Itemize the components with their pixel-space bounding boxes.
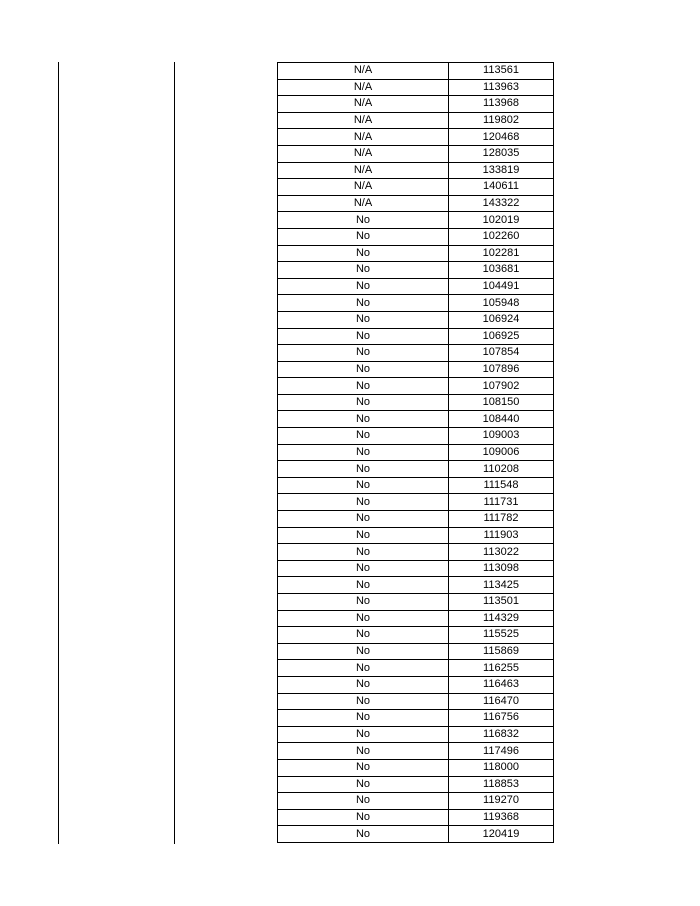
status-cell: No [278,461,449,478]
table-row [278,295,554,312]
id-cell: 113098 [449,560,554,577]
status-cell: No [278,511,449,528]
status-cell: No [278,311,449,328]
id-cell: 116756 [449,710,554,727]
id-cell: 118853 [449,776,554,793]
id-cell: 110208 [449,461,554,478]
id-cell: 116470 [449,693,554,710]
table-row [278,79,554,96]
table-row [278,560,554,577]
table-row [278,179,554,196]
id-cell: 108440 [449,411,554,428]
status-cell: N/A [278,79,449,96]
id-cell: 108150 [449,394,554,411]
id-cell: 143322 [449,195,554,212]
id-cell: 116255 [449,660,554,677]
table-row [278,660,554,677]
table-row [278,63,554,80]
table-row [278,262,554,279]
id-cell: 111731 [449,494,554,511]
id-cell: 120468 [449,129,554,146]
id-cell: 140611 [449,179,554,196]
status-cell: No [278,212,449,229]
table-row [278,228,554,245]
status-cell: No [278,444,449,461]
table-row [278,278,554,295]
status-cell: N/A [278,195,449,212]
table-row [278,643,554,660]
status-cell: No [278,378,449,395]
id-cell: 111782 [449,511,554,528]
status-cell: N/A [278,63,449,80]
id-cell: 107854 [449,345,554,362]
status-cell: No [278,411,449,428]
id-cell: 116832 [449,726,554,743]
table-row [278,577,554,594]
table-row [278,776,554,793]
table-row [278,378,554,395]
id-cell: 119802 [449,112,554,129]
id-cell: 106925 [449,328,554,345]
data-table [277,62,554,843]
status-cell: No [278,743,449,760]
id-cell: 133819 [449,162,554,179]
id-cell: 118000 [449,759,554,776]
status-cell: No [278,262,449,279]
status-cell: No [278,793,449,810]
table-row [278,394,554,411]
table-row [278,411,554,428]
status-cell: No [278,726,449,743]
table-row [278,444,554,461]
id-cell: 107902 [449,378,554,395]
id-cell: 114329 [449,610,554,627]
table-row [278,726,554,743]
status-cell: N/A [278,129,449,146]
table-row [278,195,554,212]
status-cell: No [278,710,449,727]
id-cell: 104491 [449,278,554,295]
status-cell: No [278,345,449,362]
status-cell: No [278,577,449,594]
table-row [278,544,554,561]
table-row [278,328,554,345]
table-row [278,361,554,378]
status-cell: N/A [278,145,449,162]
table-row [278,129,554,146]
table-row [278,826,554,843]
id-cell: 113968 [449,96,554,113]
status-cell: No [278,594,449,611]
table-row [278,594,554,611]
id-cell: 113425 [449,577,554,594]
table-row [278,428,554,445]
table-row [278,676,554,693]
table-row [278,145,554,162]
status-cell: No [278,477,449,494]
left-column-border [58,62,59,844]
status-cell: N/A [278,162,449,179]
id-cell: 115525 [449,627,554,644]
id-cell: 107896 [449,361,554,378]
status-cell: No [278,544,449,561]
id-cell: 116463 [449,676,554,693]
status-cell: No [278,527,449,544]
id-cell: 103681 [449,262,554,279]
status-cell: N/A [278,112,449,129]
status-cell: No [278,676,449,693]
middle-column-border [174,62,175,844]
status-cell: No [278,610,449,627]
status-cell: No [278,428,449,445]
id-cell: 115869 [449,643,554,660]
id-cell: 117496 [449,743,554,760]
table-row [278,345,554,362]
id-cell: 128035 [449,145,554,162]
table-row [278,494,554,511]
table-row [278,96,554,113]
id-cell: 111548 [449,477,554,494]
status-cell: No [278,627,449,644]
table-row [278,245,554,262]
table-row [278,477,554,494]
status-cell: No [278,809,449,826]
id-cell: 105948 [449,295,554,312]
id-cell: 113963 [449,79,554,96]
id-cell: 102019 [449,212,554,229]
table-row [278,511,554,528]
id-cell: 113561 [449,63,554,80]
table-row [278,693,554,710]
table-body [278,63,554,843]
status-cell: No [278,560,449,577]
status-cell: No [278,759,449,776]
status-cell: No [278,494,449,511]
status-cell: No [278,245,449,262]
id-cell: 106924 [449,311,554,328]
id-cell: 113022 [449,544,554,561]
status-cell: No [278,776,449,793]
status-cell: No [278,278,449,295]
id-cell: 111903 [449,527,554,544]
status-cell: No [278,228,449,245]
status-cell: No [278,394,449,411]
status-cell: No [278,361,449,378]
status-cell: N/A [278,179,449,196]
table-row [278,162,554,179]
table-row [278,809,554,826]
id-cell: 120419 [449,826,554,843]
id-cell: 109003 [449,428,554,445]
status-cell: No [278,295,449,312]
status-cell: No [278,826,449,843]
table-row [278,311,554,328]
table-row [278,743,554,760]
status-cell: N/A [278,96,449,113]
id-cell: 102260 [449,228,554,245]
table-row [278,527,554,544]
status-cell: No [278,328,449,345]
table-row [278,627,554,644]
table-row [278,461,554,478]
id-cell: 102281 [449,245,554,262]
status-cell: No [278,643,449,660]
id-cell: 119368 [449,809,554,826]
table-row [278,212,554,229]
status-cell: No [278,660,449,677]
table-row [278,759,554,776]
id-cell: 109006 [449,444,554,461]
table-row [278,710,554,727]
table-row [278,610,554,627]
status-cell: No [278,693,449,710]
table-row [278,793,554,810]
id-cell: 119270 [449,793,554,810]
table-row [278,112,554,129]
id-cell: 113501 [449,594,554,611]
